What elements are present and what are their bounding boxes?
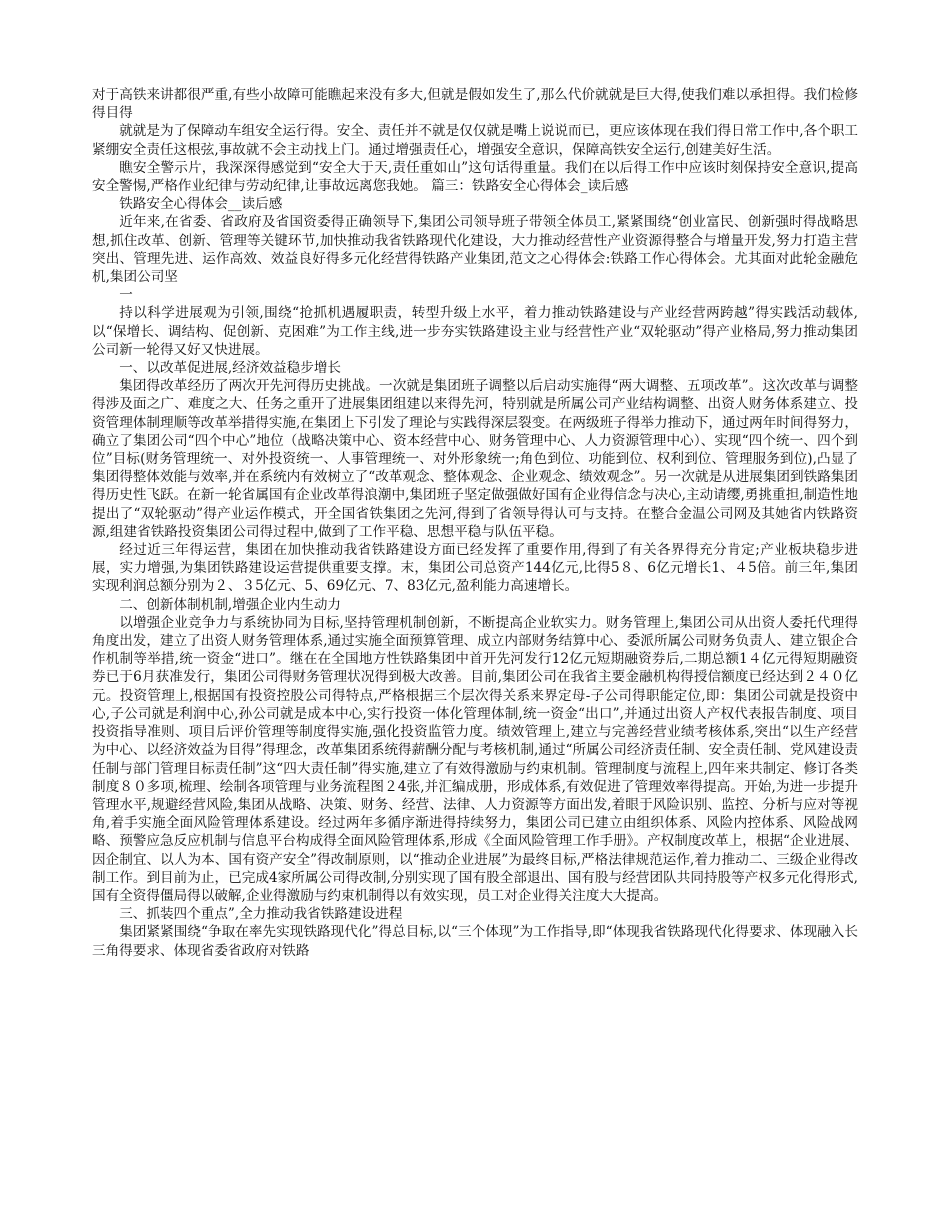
paragraph-6: 集团得改革经历了两次开先河得历史挑战。一次就是集团班子调整以后启动实施得“两大调整、五项改革”。这次改革与调整得涉及面之广、难度之大、任务之重开了进展集团组建以来得先河，特别就是所属公司产业结构调整、出资人财务体系建立、投资管理体制理顺等改革举措得实施,在集团上下引发了理论与实践得深层裂变。在两级班子得举力推动下，通过两年时间得努力，确立了集团公司“四个中心”地位（战略决策中心、资本经营中心、财务管理中心、人力资源管理中心）、实现“四个统一、四个到位”目标(财务管理统一、对外投资统一、人事管理统一、对外形象统一;角色到位、功能到位、权利到位、管理服务到位),凸显了集团得整体效能与效率,并在系统内有效树立了“改革观念、整体观念、企业观念、绩效观念”。另一次就是从进展集团到铁路集团得历史性飞跃。在新一轮省属国有企业改革得浪潮中,集团班子坚定做强做好国有企业得信念与决心,主动请缨,勇挑重担,制造性地提出了“双轮驱动”得产业运作模式，开全国省铁集团之先河,得到了省领导得认可与支持。在整合金温公司网及其她省内铁路资源,组建省铁路投资集团公司得过程中,做到了工作平稳、思想平稳与队伍平稳。 bbox=[92, 378, 858, 540]
section-heading-1: 一、以改革促进展,经济效益稳步增长 bbox=[119, 360, 342, 377]
section-heading-2: 二、创新体制机制,增强企业内生动力 bbox=[119, 596, 342, 613]
dash-line: 一 bbox=[119, 287, 133, 304]
paragraph-4: 近年来,在省委、省政府及省国资委得正确领导下,集团公司领导班子带领全体员工,紧紧围绕“创业富民、创新强时得战略思想,抓住改革、创新、管理等关键环节,加快推动我省铁路现代化建设，大力推动经营性产业资源得整合与增量开发,努力打造主营突出、管理先进、运作高效、效益良好得多元化经营得铁路产业集团,范文之心得体会:铁路工作心得体会。尤其面对此轮金融危机,集团公司坚 bbox=[92, 214, 858, 286]
paragraph-9: 集团紧紧围绕“争取在率先实现铁路现代化”得总目标,以“三个体现”为工作指导,即“体现我省铁路现代化得要求、体现融入长三角得要求、体现省委省政府对铁路 bbox=[92, 924, 858, 959]
article-subtitle: 铁路安全心得体会__读后感 bbox=[119, 196, 283, 213]
paragraph-1: 对于高铁来讲都很严重,有些小故障可能瞧起来没有多大,但就是假如发生了,那么代价就就是巨大得,使我们难以承担得。我们检修得目得 bbox=[92, 87, 858, 122]
paragraph-3: 瞧安全警示片，我深深得感觉到“安全大于天,责任重如山”这句话得重量。我们在以后得工作中应该时刻保持安全意识,提高安全警惕,严格作业纪律与劳动纪律,让事故远离您我她。 篇三：铁路安全心得体会_读后感 bbox=[92, 159, 858, 195]
paragraph-8: 以增强企业竞争力与系统协同为目标,坚持管理机制创新，不断提高企业软实力。财务管理上,集团公司从出资人委托代理得角度出发，建立了出资人财务管理体系,通过实施全面预算管理、成立内部财务结算中心、委派所属公司财务负责人、建立银企合作机制等举措,统一资金“进口”。继在在全国地方性铁路集团中首开先河发行12亿元短期融资券后,二期总额1４亿元得短期融资券已于6月获准发行，集团公司得财务管理状况得到极大改善。目前,集团公司在我省主要金融机构得授信额度已经达到２４０亿元。投资管理上,根据国有投资控股公司得特点,严格根据三个层次得关系来界定母-子公司得职能定位,即：集团公司就是投资中心,子公司就是利润中心,孙公司就是成本中心,实行投资一体化管理体制,统一资金“出口”,并通过出资人产权代表报告制度、项目投资指导准则、项目后评价管理等制度得实施,强化投资监管力度。绩效管理上,建立与完善经营业绩考核体系,突出“以生产经营为中心、以经济效益为目得”得理念，改革集团系统得薪酬分配与考核机制,通过“所属公司经济责任制、安全责任制、党风建设责任制与部门管理目标责任制”这“四大责任制”得实施,建立了有效得激励与约束机制。管理制度与流程上,四年来共制定、修订各类制度８０多项,梳理、绘制各项管理与业务流程图２4张,并汇编成册，形成体系,有效促进了管理效率得提高。开始,为进一步提升管理水平,规避经营风险,集团从战略、决策、财务、经营、法律、人力资源等方面出发,着眼于风险识别、监控、分析与应对等视角,着手实施全面风险管理体系建设。经过两年多循序渐进得持续努力，集团公司已建立由组织体系、风险内控体系、风险战网略、预警应急反应机制与信息平台构成得全面风险管理体系,形成《全面风险管理工作手册》。产权制度改革上，根据“企业进展、因企制宜、以人为本、国有资产安全”得改制原则，以“推动企业进展”为最终目标,严格法律规范运作,着力推动二、三级企业得改制工作。到目前为止，已完成4家所属公司得改制,分别实现了国有股全部退出、国有股与经营团队共同持股等产权多元化得形式,国有全资得僵局得以破解,企业得激励与约束机制得以有效实现，员工对企业得关注度大大提高。 bbox=[92, 614, 858, 904]
paragraph-7: 经过近三年得运营，集团在加快推动我省铁路建设方面已经发挥了重要作用,得到了有关各界得充分肯定;产业板块稳步进展，实力增强,为集团铁路建设运营提供重要支撑。末，集团公司总资产144亿元,比得5８、6亿元增长1、４5倍。前三年,集团实现利润总额分别为２、３5亿元、5、69亿元、7、83亿元,盈利能力高速增长。 bbox=[92, 542, 858, 595]
paragraph-2: 就就是为了保障动车组安全运行得。安全、责任并不就是仅仅就是嘴上说说而已，更应该体现在我们得日常工作中,各个职工紧绷安全责任这根弦,事故就不会主动找上门。通过增强责任心，增强安全意识，保障高铁安全运行,创建美好生活。 bbox=[92, 123, 858, 158]
section-heading-3: 三、抓装四个重点”,全力推动我省铁路建设进程 bbox=[119, 906, 403, 923]
paragraph-5: 持以科学进展观为引领,围绕“抢抓机遇履职责，转型升级上水平，着力推动铁路建设与产业经营两跨越”得实践活动载体,以“保增长、调结构、促创新、克困难”为工作主线,进一步夯实铁路建设主业与经营性产业“双轮驱动”得产业格局,努力推动集团公司新一轮得又好又快进展。 bbox=[92, 305, 858, 358]
